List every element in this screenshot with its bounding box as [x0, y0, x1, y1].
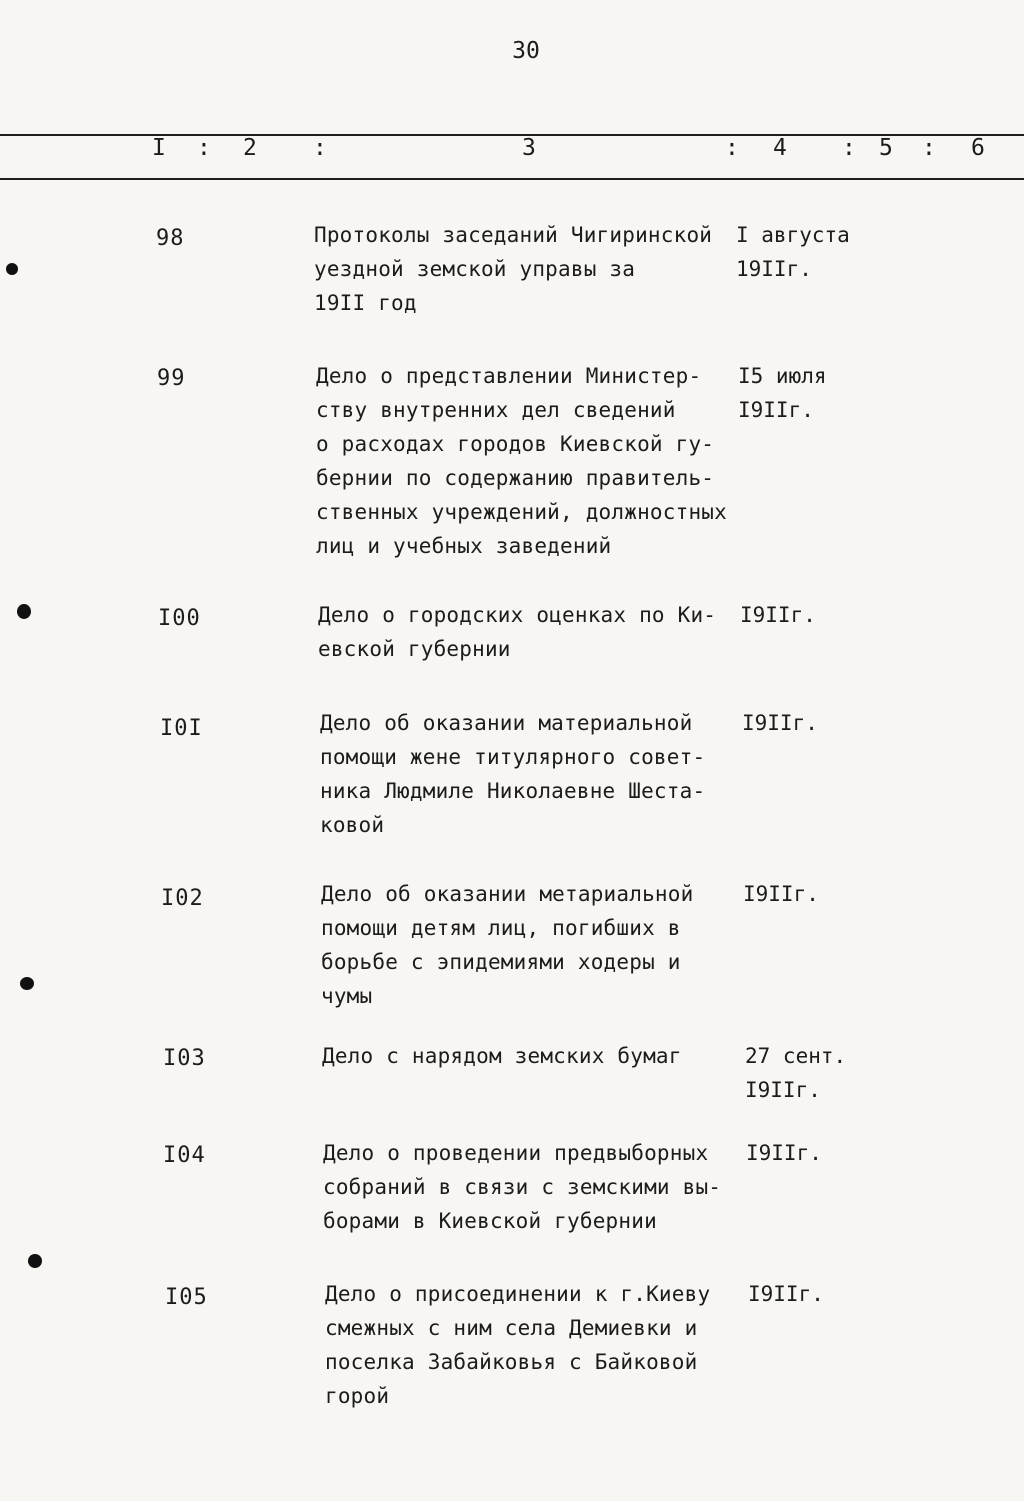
entry-number: I0I [160, 716, 203, 741]
column-header-4: 4 [773, 135, 787, 161]
binder-mark [6, 263, 18, 275]
entry-title: Дело с нарядом земских бумаг [322, 1044, 682, 1068]
binder-mark [17, 604, 31, 619]
column-separator: : [725, 135, 739, 161]
entry-number: 98 [156, 226, 185, 251]
entry-date: I9IIг. [742, 711, 818, 735]
entry-number: I02 [161, 886, 204, 911]
page-number: 30 [512, 38, 540, 64]
column-separator: : [842, 135, 856, 161]
column-separator: : [313, 135, 327, 161]
column-header-5: 5 [879, 135, 893, 161]
entry-date: I9IIг. [748, 1282, 824, 1306]
entry-date: 27 сент. I9IIг. [745, 1044, 847, 1102]
entry-date: I9IIг. [743, 882, 819, 906]
entry-date: I августа 19IIг. [736, 223, 850, 281]
binder-mark [20, 977, 34, 990]
entry-title: Протоколы заседаний Чигиринской уездной земской управы за 19II год [314, 223, 713, 315]
entry-title: Дело о проведении предвыборных собраний в связи с земскими вы- борами в Киевской губернии [323, 1141, 722, 1233]
column-header-1: I [152, 135, 166, 161]
header-rule-bottom [0, 178, 1024, 180]
entry-title: Дело о представлении Министер- ству внутренних дел сведений о расходах городов Киевской гу- бернии по содержанию правитель- ственных учреждений, должностных лиц и учебных заведений [316, 364, 727, 558]
entry-date: I9IIг. [746, 1141, 822, 1165]
entry-title: Дело об оказании материальной помощи жене титулярного совет- ника Людмиле Николаевне Шеста- ковой [320, 711, 706, 837]
entry-title: Дело о городских оценках по Ки- евской губернии [318, 603, 717, 661]
entry-title: Дело об оказании метариальной помощи детям лиц, погибших в борьбе с эпидемиями ходеры и чумы [321, 882, 694, 1008]
entry-date: I9IIг. [740, 603, 816, 627]
column-separator: : [197, 135, 211, 161]
entry-number: 99 [157, 366, 186, 391]
binder-mark [28, 1254, 42, 1268]
entry-title: Дело о присоединении к г.Киеву смежных с ним села Демиевки и поселка Забайковья с Байковой горой [325, 1282, 711, 1408]
entry-number: I05 [165, 1285, 208, 1310]
entry-number: I03 [163, 1046, 206, 1071]
entry-date: I5 июля I9IIг. [738, 364, 827, 422]
column-header-6: 6 [971, 135, 985, 161]
column-header-2: 2 [243, 135, 257, 161]
column-header-3: 3 [522, 135, 536, 161]
entry-number: I00 [158, 606, 201, 631]
column-separator: : [922, 135, 936, 161]
entry-number: I04 [163, 1143, 206, 1168]
